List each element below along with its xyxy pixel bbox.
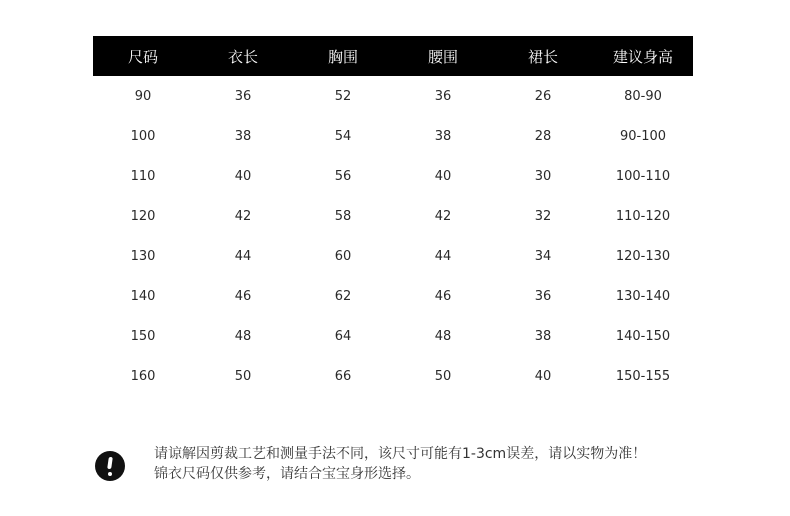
table-cell: 48 [434,328,452,344]
header-cell-skirt-length: 裙长 [493,36,593,76]
disclaimer-note [95,444,735,490]
table-cell: 26 [534,88,552,104]
table-row [93,316,693,356]
table-cell: 44 [434,248,452,264]
header-cell-waist: 腰围 [393,36,493,76]
header-cell-suggested-height: 建议身高 [593,36,693,76]
table-cell: 66 [334,368,352,384]
exclamation-circle-icon [95,451,125,481]
table-cell: 56 [334,168,352,184]
table-cell: 48 [234,328,252,344]
table-cell: 80-90 [624,88,662,104]
table-cell: 40 [434,168,452,184]
table-cell: 46 [234,288,252,304]
table-cell: 38 [534,328,552,344]
table-cell: 38 [234,128,252,144]
table-cell: 140 [130,288,156,304]
table-cell: 100 [130,128,156,144]
table-cell: 110-120 [615,208,671,224]
disclaimer-line-2: 锦衣尺码仅供参考，请结合宝宝身形选择。 [154,466,420,482]
table-cell: 38 [434,128,452,144]
table-cell: 46 [434,288,452,304]
header-row [93,36,693,76]
table-cell: 120 [130,208,156,224]
table-cell: 50 [434,368,452,384]
table-cell: 34 [534,248,552,264]
table-cell: 36 [234,88,252,104]
table-cell: 42 [234,208,252,224]
table-cell: 160 [130,368,156,384]
table-cell: 90 [134,88,152,104]
table-cell: 140-150 [615,328,671,344]
table-cell: 42 [434,208,452,224]
table-cell: 90-100 [619,128,667,144]
table-cell: 30 [534,168,552,184]
table-cell: 40 [534,368,552,384]
table-cell: 40 [234,168,252,184]
table-cell: 150-155 [615,368,671,384]
table-cell: 60 [334,248,352,264]
table-cell: 100-110 [615,168,671,184]
table-cell: 52 [334,88,352,104]
table-cell: 44 [234,248,252,264]
table-row [93,196,693,236]
table-row [93,276,693,316]
table-cell: 130 [130,248,156,264]
size-chart-table [93,36,693,396]
table-cell: 130-140 [615,288,671,304]
table-cell: 54 [334,128,352,144]
table-cell: 50 [234,368,252,384]
table-cell: 32 [534,208,552,224]
table-cell: 62 [334,288,352,304]
table-row [93,356,693,396]
table-cell: 120-130 [615,248,671,264]
table-row [93,236,693,276]
table-row [93,156,693,196]
table-cell: 36 [534,288,552,304]
header-cell-length: 衣长 [193,36,293,76]
table-cell: 110 [130,168,156,184]
table-cell: 58 [334,208,352,224]
disclaimer-text [154,444,734,484]
disclaimer-line-1: 请谅解因剪裁工艺和测量手法不同，该尺寸可能有1-3cm误差，请以实物为准！ [154,446,647,462]
table-cell: 28 [534,128,552,144]
table-row [93,116,693,156]
table-cell: 150 [130,328,156,344]
table-cell: 64 [334,328,352,344]
table-row [93,76,693,116]
header-cell-size: 尺码 [93,36,193,76]
table-cell: 36 [434,88,452,104]
header-cell-chest: 胸围 [293,36,393,76]
